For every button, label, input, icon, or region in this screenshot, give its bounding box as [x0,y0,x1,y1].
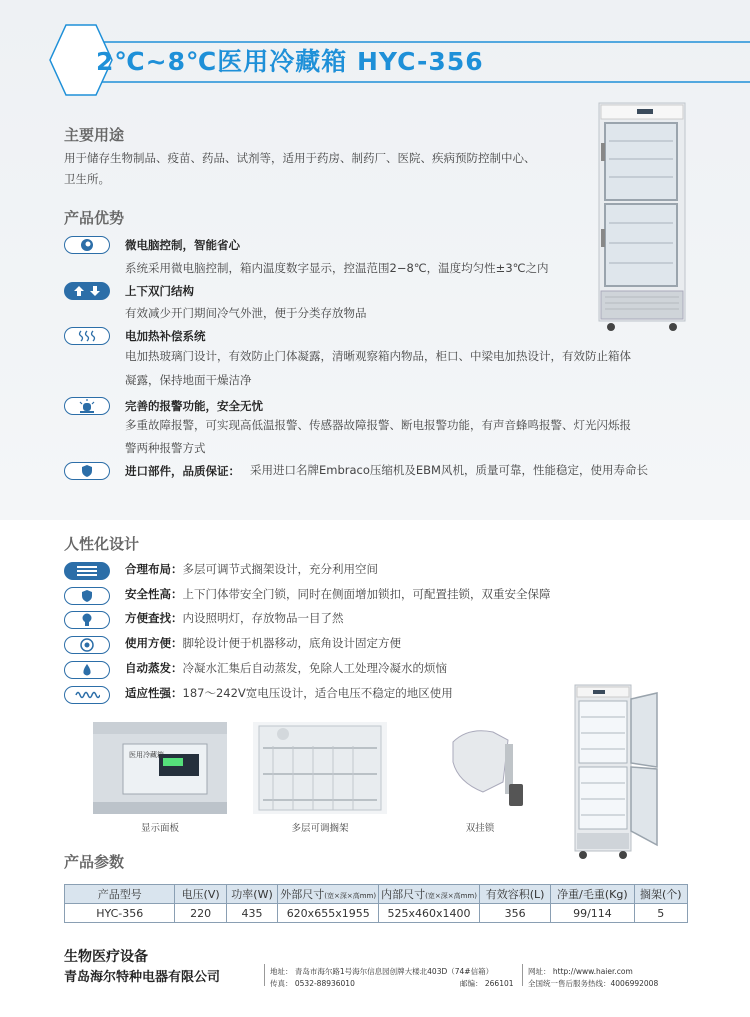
photo-caption-0: 显示面板 [140,823,179,834]
spec-header-row [65,885,688,904]
humanized-text-5: 187～242V宽电压设计，适合电压不稳定的地区使用 [182,686,453,700]
spec-cell-inner-size: 525x460x1400 [379,904,480,923]
spec-cell-outer-size: 620x655x1955 [278,904,379,923]
spec-cell-power: 435 [226,904,278,923]
spec-cell-model: HYC-356 [65,904,175,923]
advantage-title-0: 微电脑控制，智能省心 [125,238,240,252]
refrigerator-open-image [573,683,663,861]
heat-waves-icon [64,327,110,345]
footer-separator-2 [522,964,523,986]
shield-check-icon [64,462,110,480]
lightbulb-icon [64,611,110,629]
footer-zip: 邮编： 266101 [460,979,514,988]
humanized-label-5: 适应性强： [125,686,183,700]
footer-division: 生物医疗设备 [64,949,148,965]
spec-data-row [65,904,688,923]
footer-hotline: 全国统一售后服务热线：4006992008 [528,979,659,988]
spec-header-volume: 有效容积(L) [479,885,550,904]
advantage-text-2-1: 凝露，保持地面干燥洁净 [125,373,252,387]
humanized-heading: 人性化设计 [64,535,140,553]
spec-header-inner-size-unit: (宽×深×高mm) [425,892,477,900]
advantage-title-4: 进口部件，品质保证： [125,464,240,478]
humanized-text-1: 上下门体带安全门锁，同时在侧面增加锁扣，可配置挂锁，双重安全保障 [182,587,551,601]
double-door-arrows-icon [64,282,110,300]
humanized-item-1 [125,586,551,602]
panel-label: 医用冷藏箱 [129,751,164,759]
humanized-item-4 [125,660,447,676]
display-panel-photo [93,722,227,814]
double-lock-photo [413,722,547,814]
spec-header-model: 产品型号 [65,885,175,904]
shield-icon [64,587,110,605]
humanized-text-0: 多层可调节式搁架设计，充分利用空间 [182,562,378,576]
humanized-text-4: 冷凝水汇集后自动蒸发，免除人工处理冷凝水的烦恼 [182,661,447,675]
usage-heading: 主要用途 [64,126,125,144]
humanized-label-0: 合理布局： [125,562,183,576]
advantage-text-3-1: 警两种报警方式 [125,441,206,455]
footer-address: 地址： 青岛市海尔路1号海尔信息园创牌大楼北403D（74#信箱） [270,967,494,976]
advantage-title-1: 上下双门结构 [125,284,194,298]
spec-cell-volume: 356 [479,904,550,923]
humanized-item-3 [125,635,401,651]
advantages-heading: 产品优势 [64,209,125,227]
spec-heading: 产品参数 [64,853,125,871]
spec-header-outer-size-unit: (宽×深×高mm) [324,892,377,900]
humanized-text-3: 脚轮设计便于机器移动，底角设计固定方便 [182,636,401,650]
shelves-icon [64,562,110,580]
spec-header-outer-size [278,885,379,904]
spec-header-weight: 净重/毛重(Kg) [551,885,634,904]
humanized-label-3: 使用方便： [125,636,183,650]
water-drop-icon [64,661,110,679]
spec-table [64,884,688,923]
humanized-item-5 [125,685,453,701]
spec-header-inner-size-label: 内部尺寸 [381,888,426,901]
advantage-text-2-0: 电加热玻璃门设计，有效防止门体凝露，清晰观察箱内物品，柜口、中梁电加热设计，有效防止箱体 [125,349,631,363]
spec-header-outer-size-label: 外部尺寸 [280,888,325,901]
spec-cell-shelves: 5 [634,904,687,923]
advantage-text-3-0: 多重故障报警，可实现高低温报警、传感器故障报警、断电报警功能，有声音蜂鸣报警、灯光闪烁报 [125,418,631,432]
advantage-text-0-0: 系统采用微电脑控制，箱内温度数字显示，控温范围2−8℃，温度均匀性±3℃之内 [125,261,549,275]
humanized-item-2 [125,610,344,626]
humanized-text-2: 内设照明灯，存放物品一目了然 [182,611,344,625]
footer-separator-1 [264,964,265,986]
humanized-label-4: 自动蒸发： [125,661,183,675]
footer-web: 网址： http://www.haier.com [528,967,633,976]
spec-header-power: 功率(W) [226,885,278,904]
advantage-inline-4: 采用进口名牌Embraco压缩机及EBM风机，质量可靠，性能稳定，使用寿命长 [250,463,648,477]
page-title: 2℃~8℃医用冷藏箱 HYC-356 [96,47,484,76]
spec-header-inner-size [379,885,480,904]
humanized-item-0 [125,561,378,577]
voltage-coil-icon [64,686,110,704]
photo-caption-2: 双挂锁 [465,823,495,834]
advantage-title-2: 电加热补偿系统 [125,329,206,343]
refrigerator-product-image [597,101,687,333]
spec-header-shelves: 搁架(个) [634,885,687,904]
advantage-text-1-0: 有效减少开门期间冷气外泄，便于分类存放物品 [125,306,367,320]
photo-caption-1: 多层可调搁架 [291,823,349,834]
head-chip-icon [64,236,110,254]
advantage-title-3: 完善的报警功能，安全无忧 [125,399,263,413]
footer-fax: 传真： 0532-88936010 [270,979,355,988]
usage-line-2: 卫生所。 [64,172,110,186]
adjustable-shelves-photo [253,722,387,814]
spec-cell-weight: 99/114 [551,904,634,923]
usage-line-1: 用于储存生物制品、疫苗、药品、试剂等，适用于药房、制药厂、医院、疾病预防控制中心、 [64,151,536,165]
humanized-label-2: 方便查找： [125,611,183,625]
spec-header-voltage: 电压(V) [175,885,226,904]
humanized-label-1: 安全性高： [125,587,183,601]
caster-wheel-icon [64,636,110,654]
spec-cell-voltage: 220 [175,904,226,923]
footer-company: 青岛海尔特种电器有限公司 [64,970,221,985]
alarm-light-icon [64,397,110,415]
